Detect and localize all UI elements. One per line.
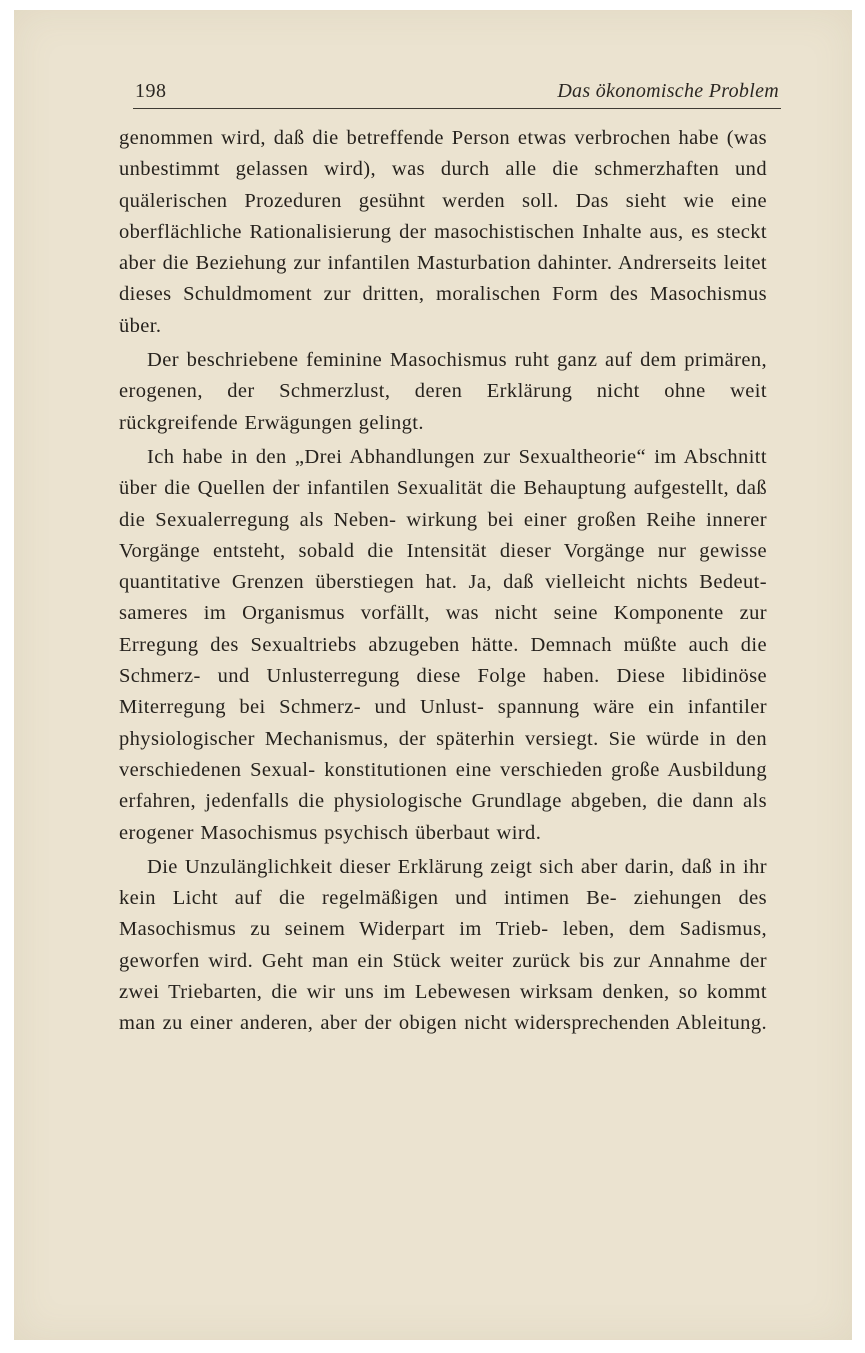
text-line: habe (was unbestimmt gelassen wird), was durch alle die <box>119 127 768 181</box>
text-line: infantilen Masturbation dahinter. Andrerseits leitet dieses <box>119 252 767 306</box>
text-line: anderen, aber der obigen nicht widersprechenden Ableitung. <box>240 1012 767 1035</box>
body-text <box>119 123 767 1040</box>
text-line: späterhin versiegt. Sie würde in den verschiedenen Sexual- <box>119 727 767 781</box>
text-line: primären, erogenen, der Schmerzlust, deren Erklärung nicht <box>119 349 767 403</box>
text-line: müßte auch die Schmerz- und Unlusterregung diese Folge <box>119 633 767 688</box>
text-line: über. <box>119 314 162 337</box>
text-line: erogener Masochismus psychisch überbaut wird. <box>119 821 542 844</box>
text-line: schmerzhaften und quälerischen Prozeduren gesühnt werden <box>119 158 767 212</box>
paragraph <box>119 345 767 439</box>
text-line: sobald die Intensität dieser Vorgänge nur gewisse quantitative <box>119 539 767 594</box>
text-line: jedenfalls die physiologische Grundlage abgeben, die dann als <box>205 790 768 813</box>
page-number: 198 <box>135 80 167 102</box>
text-line: im Abschnitt über die Quellen der infantilen Sexualität die <box>119 445 767 500</box>
text-line: konstitutionen eine verschieden große Ausbildung erfahren, <box>119 758 768 813</box>
text-line: spannung wäre ein infantiler physiologischer Mechanismus, der <box>119 696 767 750</box>
text-line: genommen wird, daß die betreffende Person etwas verbrochen <box>119 127 671 149</box>
text-line: masochistischen Inhalte aus, es steckt aber die Beziehung zur <box>119 220 767 275</box>
paragraph <box>119 123 767 342</box>
text-line: soll. Das sieht wie eine oberflächliche Rationalisierung der <box>119 189 767 243</box>
text-line: Behauptung aufgestellt, daß die Sexualerregung als Neben- <box>119 477 767 531</box>
text-line: ohne weit rückgreifende Erwägungen gelingt. <box>119 380 768 434</box>
running-title: Das ökonomische Problem <box>557 80 779 102</box>
text-line: leben, dem Sadismus, geworfen wird. Geht man ein Stück <box>119 918 767 972</box>
paragraph <box>119 442 767 849</box>
text-line: Der beschriebene feminine Masochismus ruht ganz auf dem <box>147 349 677 372</box>
text-line: uns im Lebewesen wirksam denken, so kommt man zu einer <box>119 981 767 1035</box>
text-line: Schuldmoment zur dritten, moralischen Form des Masochismus <box>183 283 767 306</box>
page-header <box>133 78 781 109</box>
text-line: sameres im Organismus vorfällt, was nicht seine Komponente <box>119 602 724 625</box>
text-line: Die Unzulänglichkeit dieser Erklärung zeigt sich aber darin, <box>147 855 675 878</box>
text-line: daß in ihr kein Licht auf die regelmäßigen und intimen Be- <box>119 855 768 910</box>
text-line: haben. Diese libidinöse Miterregung bei Schmerz- und Unlust- <box>119 665 767 719</box>
text-line: ziehungen des Masochismus zu seinem Widerpart im Trieb- <box>119 887 767 941</box>
text-line: weiter zurück bis zur Annahme der zwei Triebarten, die wir <box>119 949 767 1004</box>
text-line: wirkung bei einer großen Reihe innerer Vorgänge entsteht, <box>119 508 767 562</box>
text-line: Grenzen überstiegen hat. Ja, daß vielleicht nichts Bedeut- <box>231 571 767 594</box>
paragraph <box>119 852 767 1040</box>
text-line: Ich habe in den „Drei Abhandlungen zur Sexualtheorie“ <box>147 445 647 468</box>
text-line: zur Erregung des Sexualtriebs abzugeben hätte. Demnach <box>119 602 767 656</box>
